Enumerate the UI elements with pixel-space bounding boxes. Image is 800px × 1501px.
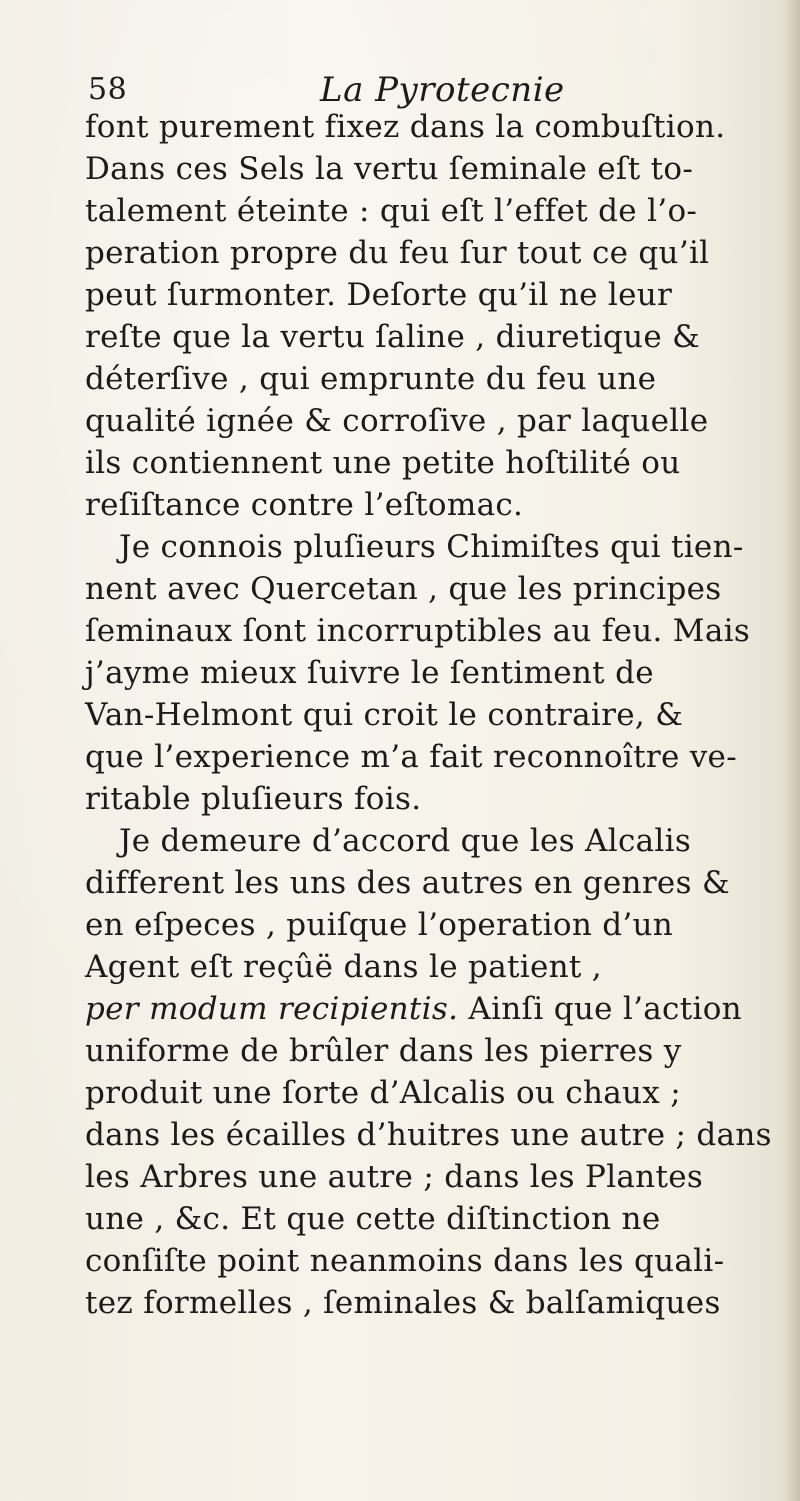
text-line: ritable pluſieurs fois. xyxy=(85,781,422,817)
text-line: une , &c. Et que cette diſtinction ne xyxy=(85,1201,661,1237)
page-number: 58 xyxy=(88,72,128,107)
text-line: reſiſtance contre l’eſtomac. xyxy=(85,487,524,523)
page-edge-shadow xyxy=(786,0,800,1501)
text-line: uniforme de brûler dans les pierres y xyxy=(85,1033,682,1069)
body-text xyxy=(85,106,785,1324)
text-fragment: Ainſi que l’action xyxy=(468,991,742,1027)
text-line: Agent eſt reçûë dans le patient , xyxy=(85,949,602,985)
text-line: peut ſurmonter. Deſorte qu’il ne leur xyxy=(85,277,673,313)
text-line: nent avec Quercetan , que les principes xyxy=(85,571,722,607)
text-line: déterſive , qui emprunte du feu une xyxy=(85,361,657,397)
text-line: que l’experience m’a fait reconnoître ve- xyxy=(85,739,737,775)
text-line: Dans ces Sels la vertu ſeminale eſt to- xyxy=(85,151,694,187)
text-line: ils contiennent une petite hoſtilité ou xyxy=(85,445,681,481)
text-line: ſeminaux ſont incorruptibles au feu. Mais xyxy=(85,613,751,649)
text-line: Je demeure d’accord que les Alcalis xyxy=(119,823,692,859)
text-line: talement éteinte : qui eſt l’effet de l’o- xyxy=(85,193,698,229)
text-line: en eſpeces , puiſque l’operation d’un xyxy=(85,907,674,943)
text-line: Je connois pluſieurs Chimiſtes qui tien- xyxy=(119,529,744,565)
text-line: tez formelles , ſeminales & balſamiques xyxy=(85,1285,721,1321)
text-line: j’ayme mieux ſuivre le ſentiment de xyxy=(85,655,654,691)
text-line: produit une ſorte d’Alcalis ou chaux ; xyxy=(85,1075,681,1111)
text-line xyxy=(85,988,785,1030)
text-line: dans les écailles d’huitres une autre ; dans xyxy=(85,1117,772,1153)
text-line: conſiſte point neanmoins dans les quali- xyxy=(85,1243,725,1279)
text-line: different les uns des autres en genres & xyxy=(85,865,730,901)
running-title: La Pyrotecnie xyxy=(320,70,565,110)
latin-phrase: per modum recipientis. xyxy=(85,991,459,1027)
text-line: peration propre du feu ſur tout ce qu’il xyxy=(85,235,710,271)
text-line: font purement fixez dans la combuſtion. xyxy=(85,109,726,145)
text-line: reſte que la vertu ſaline , diuretique & xyxy=(85,319,701,355)
text-line: Van-Helmont qui croit le contraire, & xyxy=(85,697,684,733)
text-line: qualité ignée & corroſive , par laquelle xyxy=(85,403,709,439)
text-line: les Arbres une autre ; dans les Plantes xyxy=(85,1159,704,1195)
